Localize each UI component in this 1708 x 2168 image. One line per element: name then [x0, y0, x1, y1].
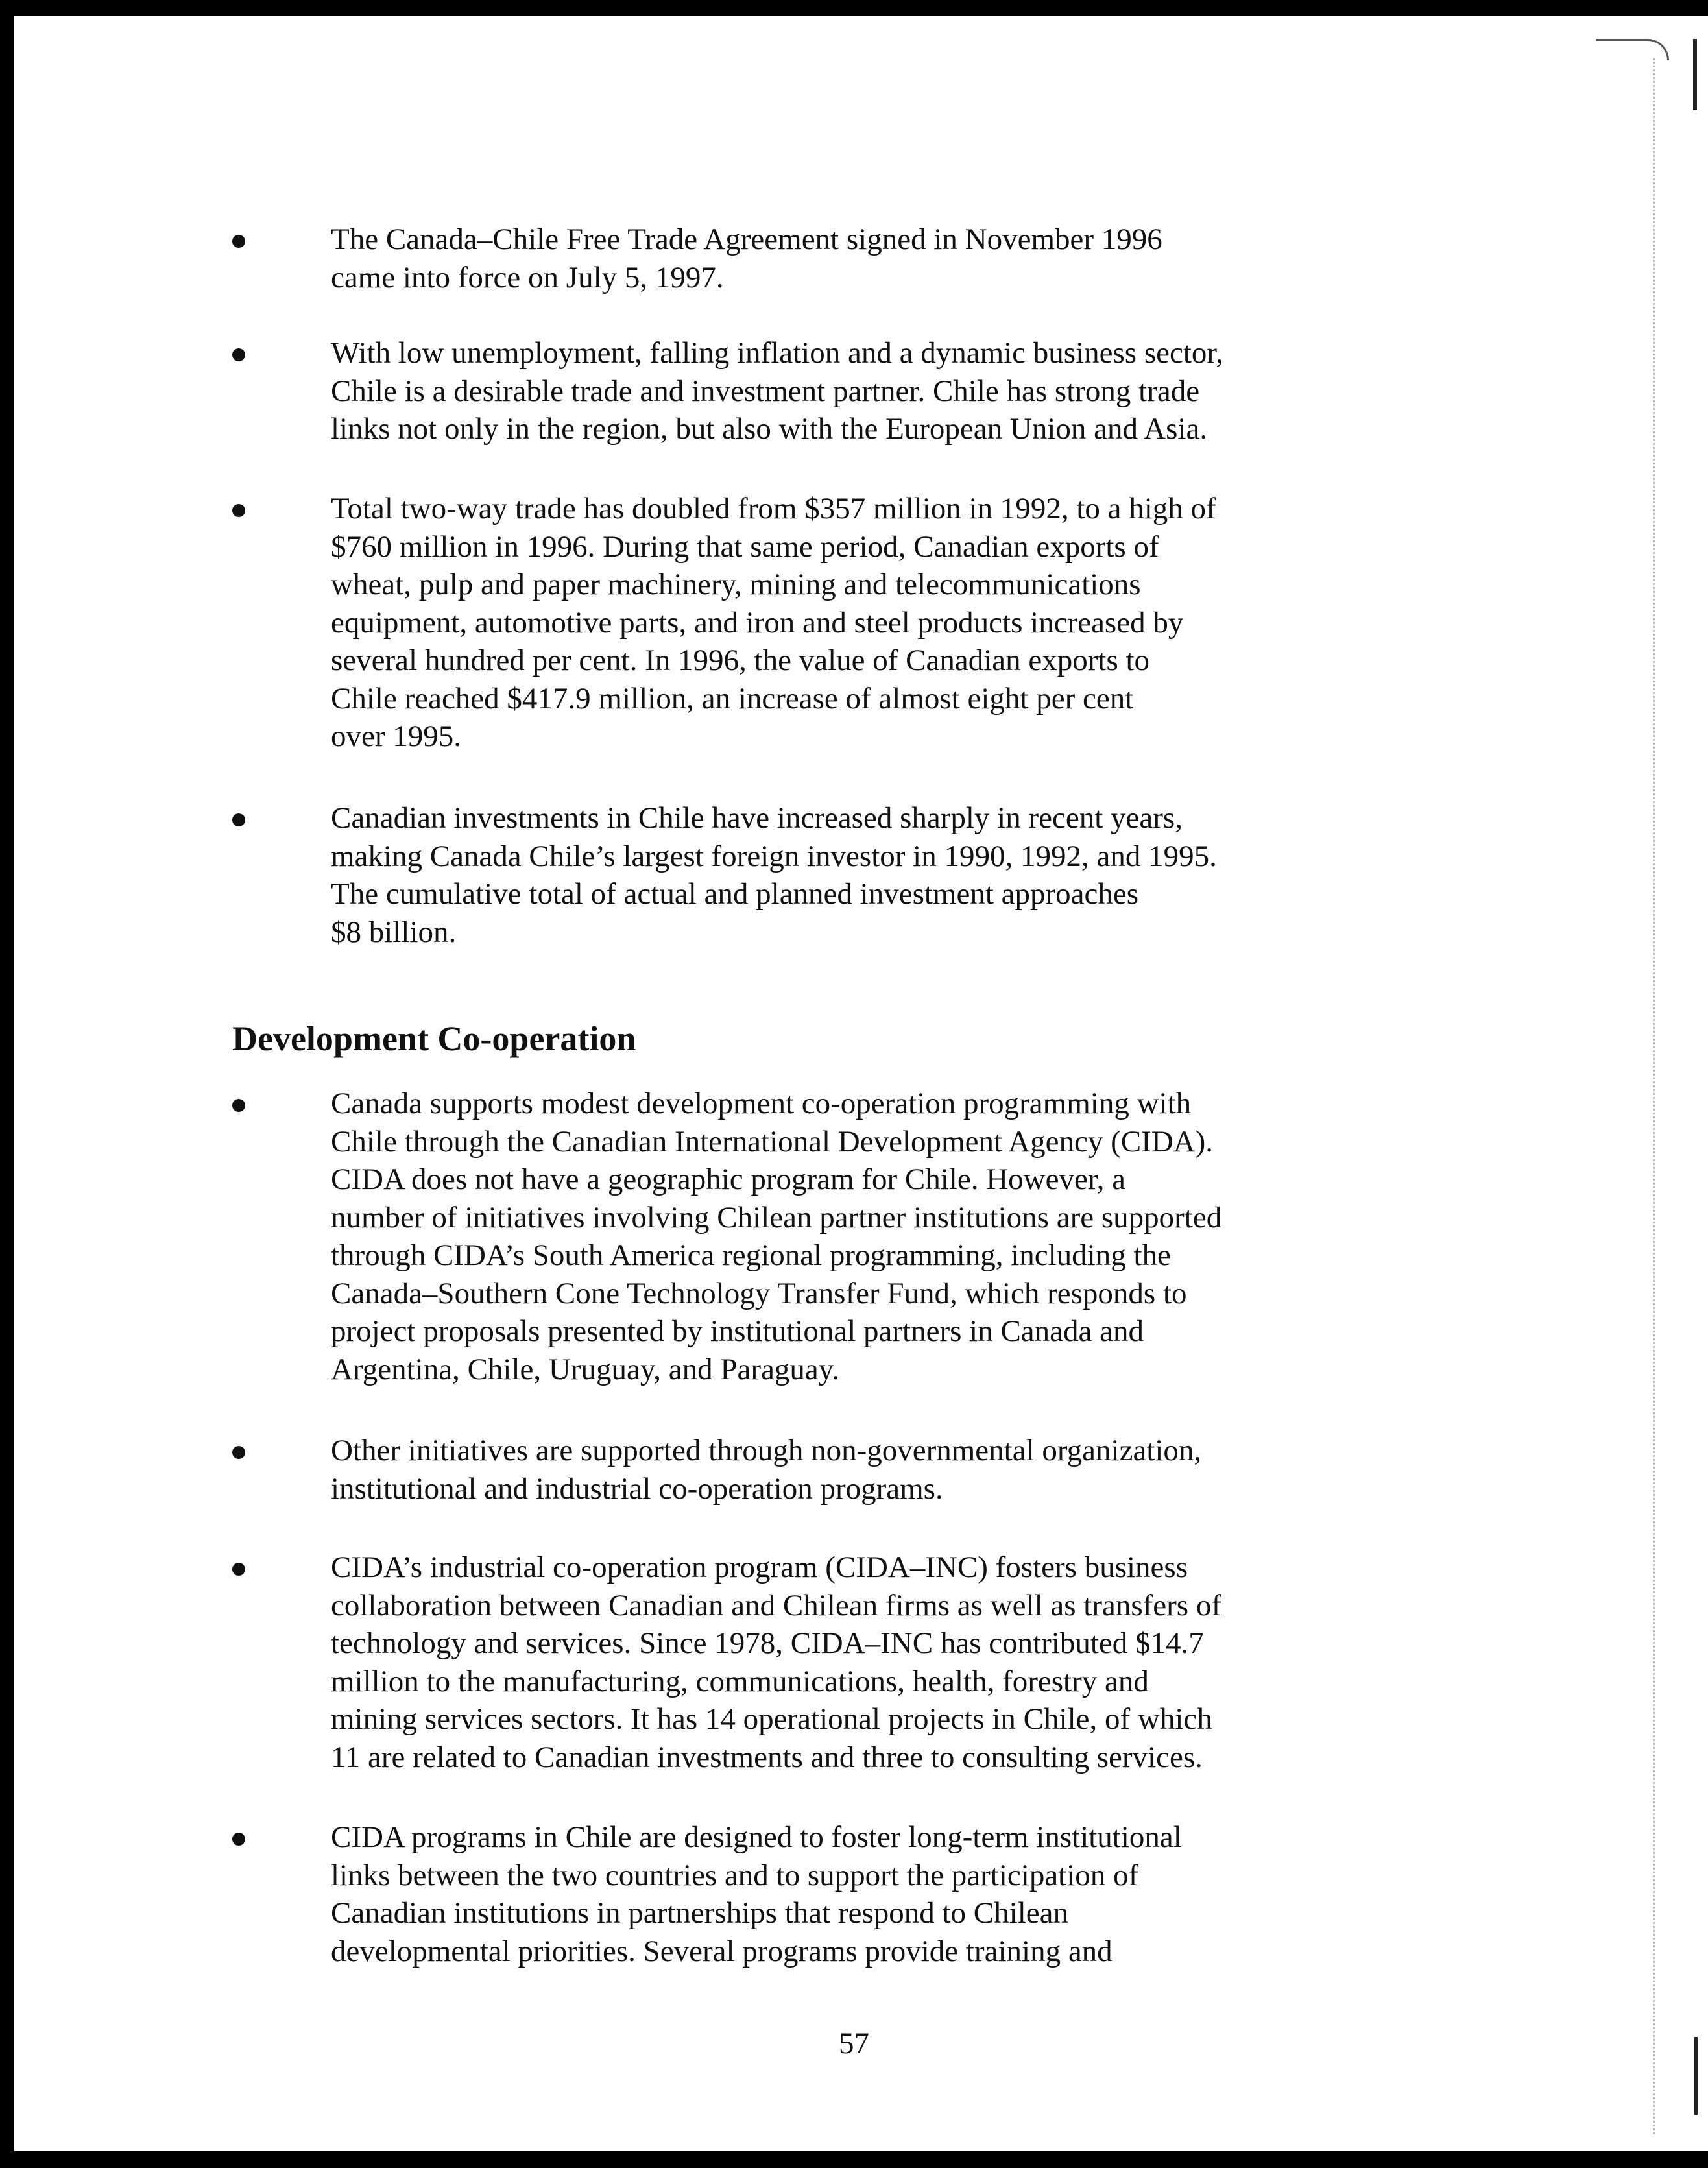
bullet-icon [232, 1563, 245, 1576]
bullet-icon [232, 348, 245, 361]
page-number: 57 [839, 2027, 869, 2060]
bullet-text: Other initiatives are supported through non-governmental organization, institutional and industrial co-operation programs. [331, 1434, 1202, 1506]
bullet-text: Canada supports modest development co-operation programming with Chile through the Canadian International Development Agency (CIDA). CIDA does not have a geographic program for Chile. However, a number of initiatives involving Chilean partner institutions are supported through CIDA’s South America regional programming, including the Canada–Southern Cone Technology Transfer Fund, which responds to project proposals presented by institutional partners in Canada and Argentina, Chile, Uruguay, and Paraguay. [331, 1087, 1222, 1386]
bullet-text: Total two-way trade has doubled from $357 million in 1992, to a high of $760 million in 1996. During that same period, Canadian exports of wheat, pulp and paper machinery, mining and telecommunications equipment, automotive parts, and iron and steel products increased by several hundred per cent. In 1996, the value of Canadian exports to Chile reached $417.9 million, an increase of almost eight per cent over 1995. [331, 492, 1216, 753]
bullet-icon [232, 235, 245, 248]
bullet-text: CIDA programs in Chile are designed to foster long-term institutional links between the two countries and to support the participation of Canadian institutions in partnerships that respond to Chilean developmental priorities. Several programs provide training and [331, 1820, 1182, 1968]
bullet-text: With low unemployment, falling inflation and a dynamic business sector, Chile is a desirable trade and investment partner. Chile has strong trade links not only in the region, but also with the European Union and Asia. [331, 336, 1223, 446]
bullet-icon [232, 1446, 245, 1459]
section-heading: Development Co-operation [232, 1019, 636, 1058]
bullet-icon [232, 813, 245, 826]
bullet-text: CIDA’s industrial co-operation program (CIDA–INC) fosters business collaboration between Canadian and Chilean firms as well as transfers of technology and services. Since 1978, CIDA–INC has contributed $14.7 million to the manufacturing, communications, health, forestry and mining services sectors. It has 14 operational projects in Chile, of which 11 are related to Canadian investments and three to consulting services. [331, 1550, 1221, 1774]
bullet-icon [232, 504, 245, 517]
bullet-text: Canadian investments in Chile have increased sharply in recent years, making Canada Chile’s largest foreign investor in 1990, 1992, and 1995. The cumulative total of actual and planned investment approaches $8 billion. [331, 801, 1217, 949]
bullet-text: The Canada–Chile Free Trade Agreement signed in November 1996 came into force on July 5, 1997. [331, 223, 1162, 295]
bullet-icon [232, 1099, 245, 1112]
bullet-icon [232, 1833, 245, 1846]
